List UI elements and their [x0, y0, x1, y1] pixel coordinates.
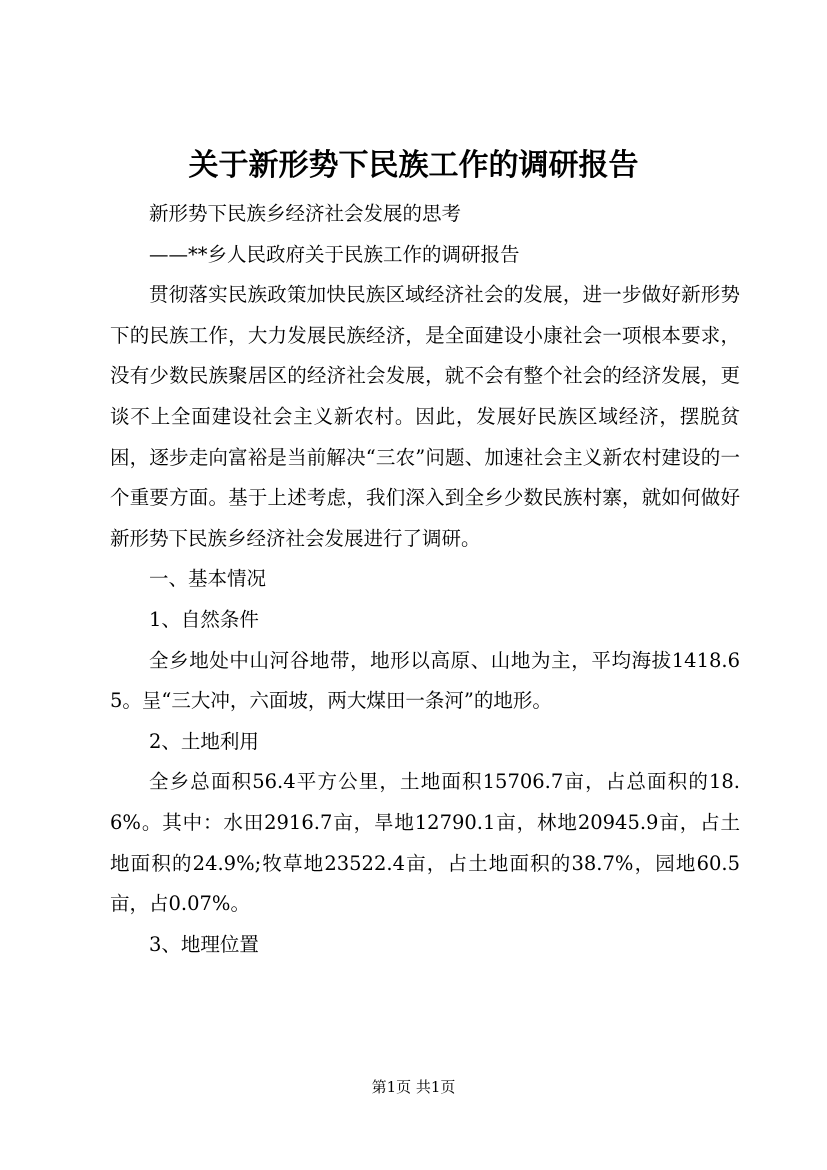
section-heading-basic-situation: 一、基本情况 — [149, 567, 267, 591]
subsection-heading-natural-conditions: 1、自然条件 — [149, 607, 259, 631]
subsection-heading-land-use: 2、土地利用 — [149, 729, 259, 753]
subsection-heading-location: 3、地理位置 — [149, 932, 259, 956]
page-number-footer: 第1页 共1页 — [371, 1078, 456, 1096]
land-use-paragraph: 全乡总面积56.4平方公里，土地面积15706.7亩，占总面积的18.6%。其中：水田2916.7亩，旱地12790.1亩，林地20945.9亩，占土地面积的24.9%;牧草地23522.4亩，占土地面积的38.7%，园地60.5亩，占0.07%。 — [110, 770, 740, 916]
document-title: 关于新形势下民族工作的调研报告 — [188, 148, 639, 183]
subtitle-line: 新形势下民族乡经济社会发展的思考 — [149, 202, 462, 225]
natural-conditions-paragraph: 全乡地处中山河谷地带，地形以高原、山地为主，平均海拔1418.65。呈“三大冲，六面坡，两大煤田一条河”的地形。 — [110, 648, 740, 713]
byline: ——**乡人民政府关于民族工作的调研报告 — [149, 242, 520, 266]
document-body — [110, 194, 740, 965]
intro-paragraph: 贯彻落实民族政策加快民族区域经济社会的发展，进一步做好新形势下的民族工作，大力发展民族经济，是全面建设小康社会一项根本要求，没有少数民族聚居区的经济社会发展，就不会有整个社会的经济发展，更谈不上全面建设社会主义新农村。因此，发展好民族区域经济，摆脱贫困，逐步走向富裕是当前解决“三农”问题、加速社会主义新农村建设的一个重要方面。基于上述考虑，我们深入到全乡少数民族村寨，就如何做好新形势下民族乡经济社会发展进行了调研。 — [110, 283, 740, 550]
